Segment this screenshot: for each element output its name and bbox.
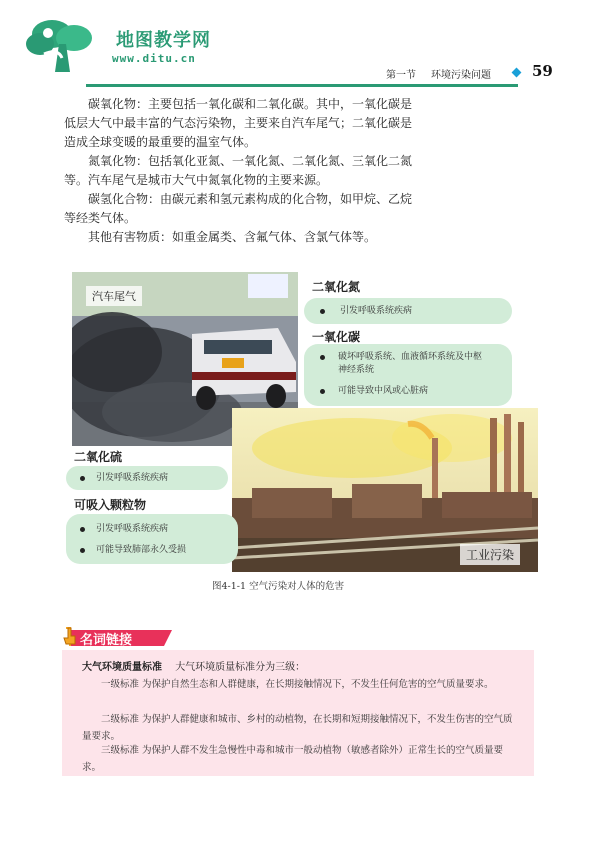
bullet-icon <box>80 476 85 481</box>
site-logo-tree-icon <box>22 14 104 76</box>
term-tag-label: 名词链接 <box>80 633 133 648</box>
gas-title-sulfur-dioxide: 二氧化硫 <box>74 450 123 464</box>
effect-item: 引发呼吸系统疾病 <box>340 306 413 316</box>
bullet-icon <box>320 309 325 314</box>
particulate-matter-effects-box <box>66 514 238 564</box>
bullet-icon <box>80 548 85 553</box>
bullet-icon <box>80 527 85 532</box>
terminology-box <box>62 650 534 776</box>
industrial-pollution-photo <box>232 408 538 572</box>
standard-level-3: 三级标准 为保护人群不发生急慢性中毒和城市一般动植物（敏感者除外）正常生长的空气质量要求。 <box>82 745 504 773</box>
paragraph-hydrocarbons: 碳氢化合物：由碳元素和氢元素构成的化合物，如甲烷、乙烷等经类气体。 <box>64 192 413 225</box>
car-exhaust-label: 汽车尾气 <box>86 286 142 306</box>
page-number: 59 <box>532 62 553 80</box>
paragraph-other-substances: 其他有害物质：如重金属类、含氟气体、含氯气体等。 <box>88 230 377 244</box>
effect-item: 破坏呼吸系统、血液循环系统及中枢 <box>338 352 483 362</box>
bullet-icon <box>320 355 325 360</box>
terminology-term: 大气环境质量标准 <box>82 662 162 673</box>
gas-title-carbon-monoxide: 一氧化碳 <box>312 330 361 344</box>
gas-title-particulate-matter: 可吸入颗粒物 <box>74 498 147 512</box>
effect-item: 可能导致中风或心脏病 <box>338 386 429 396</box>
effect-item: 引发呼吸系统疾病 <box>96 524 169 534</box>
gas-title-nitrogen-dioxide: 二氧化氮 <box>312 280 361 294</box>
pointing-hand-icon <box>62 626 78 646</box>
section-title: 环境污染问题 <box>431 70 491 81</box>
diamond-icon <box>512 68 522 78</box>
effect-item: 可能导致肺部永久受损 <box>96 545 187 555</box>
terminology-heading <box>82 658 305 673</box>
industrial-pollution-label: 工业污染 <box>460 544 520 565</box>
standard-level-2: 二级标准 为保护人群健康和城市、乡村的动植物，在长期和短期接触情况下，不发生伤害的空气质量要求。 <box>82 714 513 742</box>
effect-item: 神经系统 <box>338 365 375 375</box>
section-label: 第一节 <box>386 70 416 81</box>
figure-caption: 图4-1-1 空气污染对人体的危害 <box>212 581 345 592</box>
term-link-tag <box>64 626 180 648</box>
effect-item: 引发呼吸系统疾病 <box>96 473 169 483</box>
pollution-figure <box>60 272 538 572</box>
sulfur-dioxide-effects-box <box>66 466 228 490</box>
header-divider <box>86 84 518 87</box>
carbon-monoxide-effects-box <box>304 344 512 406</box>
standard-level-1: 一级标准 为保护自然生态和人群健康，在长期接触情况下，不发生任何危害的空气质量要求。 <box>101 679 494 690</box>
nitrogen-dioxide-effects-box <box>304 298 512 324</box>
brand-title: 地图教学网 <box>116 30 211 51</box>
paragraph-carbon-oxides: 碳氧化物：主要包括一氧化碳和二氧化碳。其中，一氧化碳是低层大气中最丰富的气态污染物，主要来自汽车尾气；二氧化碳是造成全球变暖的最重要的温室气体。 <box>64 97 413 149</box>
terminology-intro: 大气环境质量标准分为三级： <box>175 662 306 673</box>
bullet-icon <box>320 389 325 394</box>
body-text <box>64 95 420 247</box>
brand-url[interactable]: www.ditu.cn <box>112 52 196 65</box>
paragraph-nitrogen-oxides: 氮氧化物：包括氧化亚氮、一氧化氮、二氧化氮、三氧化二氮等。汽车尾气是城市大气中氮氧化物的主要来源。 <box>64 154 413 187</box>
